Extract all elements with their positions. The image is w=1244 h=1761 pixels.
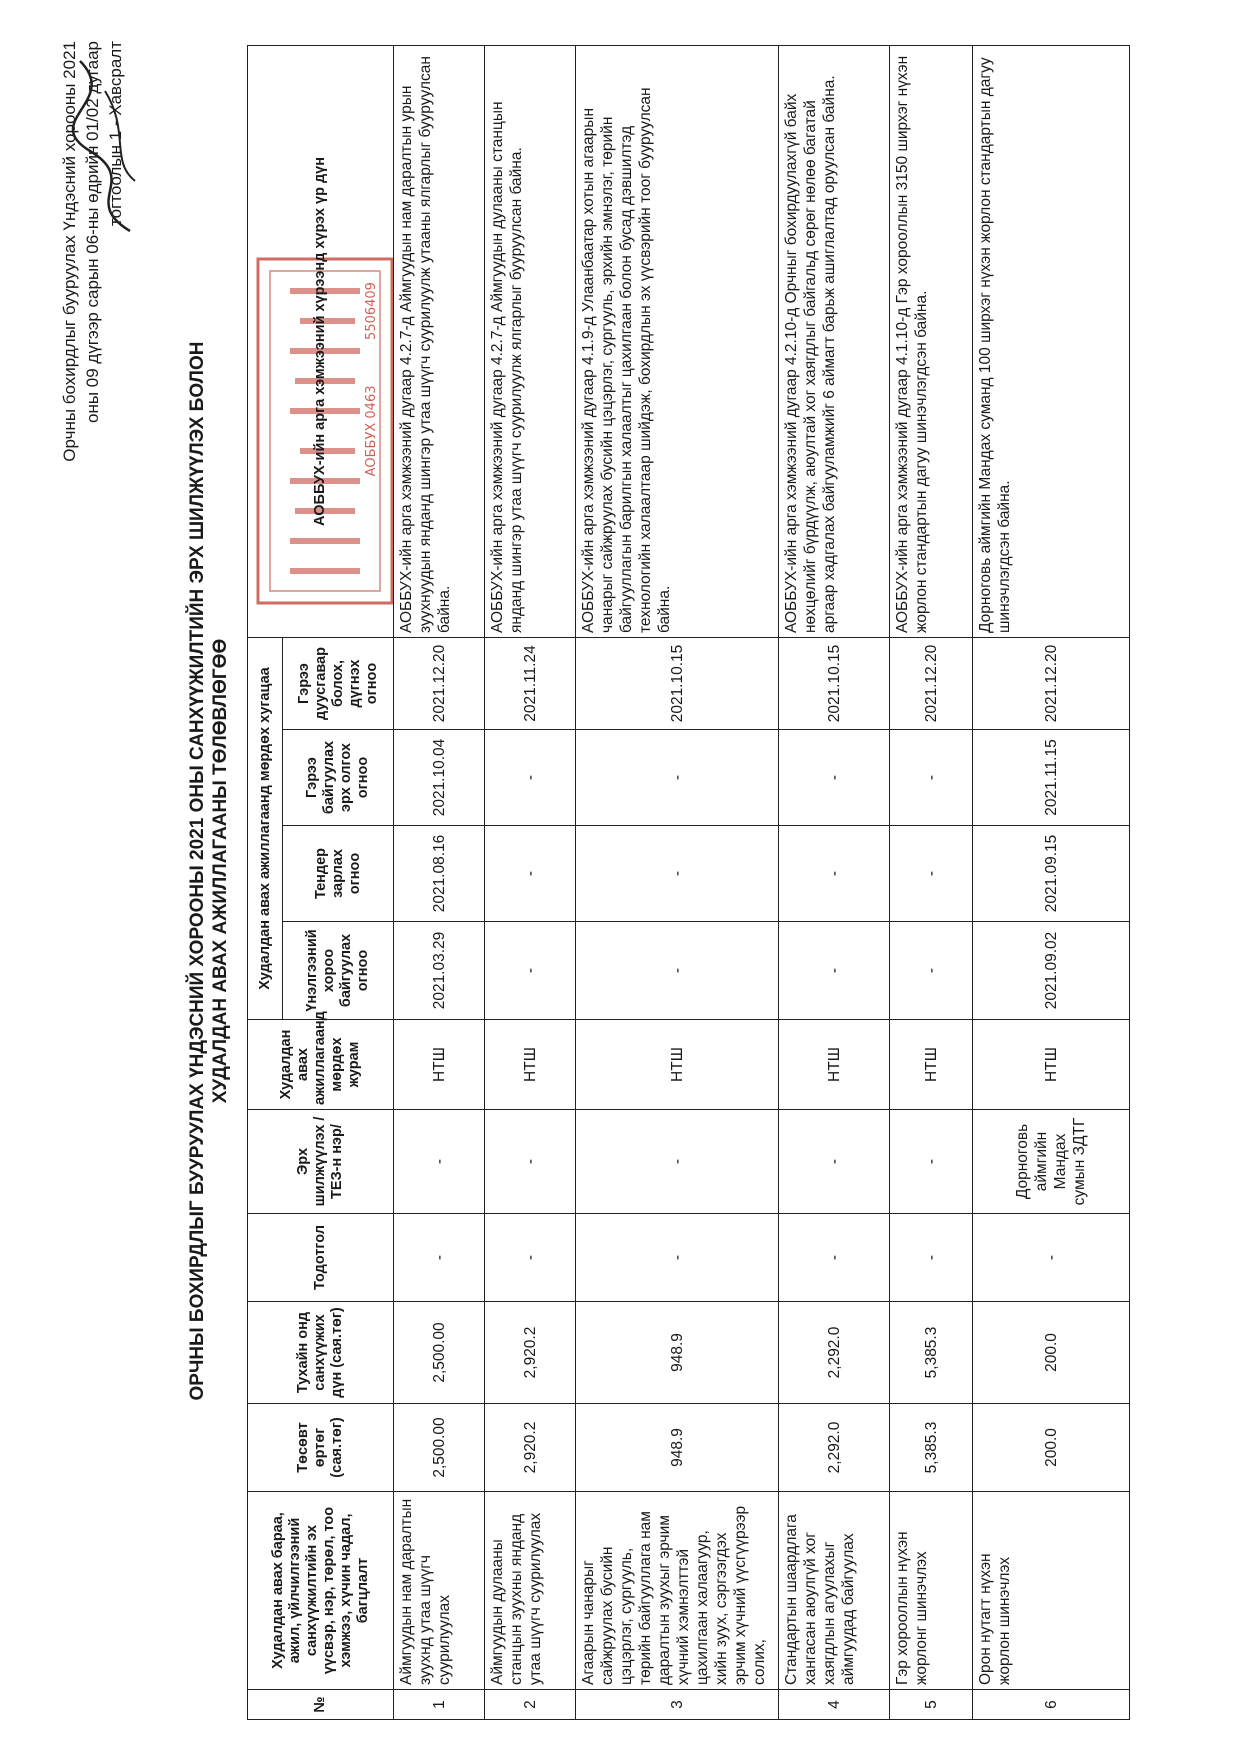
row-contract-right: 2021.10.04 [394,730,485,826]
row-committee: 2021.09.02 [973,922,1130,1020]
row-funding: 2,292.0 [779,1302,890,1404]
row-specification: - [394,1214,485,1302]
row-no: 6 [973,1690,1130,1720]
row-contract-right: - [485,730,576,826]
row-funding: 200.0 [973,1302,1130,1404]
row-funding: 5,385.3 [890,1302,973,1404]
row-item: Гэр хорооллын нүхэн жорлонг шинэчлэх [890,1492,973,1690]
row-committee: - [576,922,779,1020]
header-timeline-group: Худалдан авах ажиллагаанд мөрдөх хугацаа [248,638,283,1020]
approval-line-2: оны 09 дүгээр сарын 06-ны өдрийн 01/02 дугаар [83,41,102,424]
approval-line-3: тогтоолын 1 - Хавсралт [106,41,125,226]
row-budget: 2,292.0 [779,1404,890,1492]
row-contract-end: 2021.12.20 [890,638,973,730]
table-row [394,46,485,1720]
row-result: АОББУХ-ийн арга хэмжээний дугаар 4.2.7-д Аймгуудын дулааны станцын янданд шингэр утаа шүүгч суурилуулж ялгарлыг бууруулсан байна. [485,46,576,638]
row-budget: 5,385.3 [890,1404,973,1492]
row-funding: 948.9 [576,1302,779,1404]
row-budget: 200.0 [973,1404,1130,1492]
row-tender: - [779,826,890,922]
row-budget: 948.9 [576,1404,779,1492]
row-committee: 2021.03.29 [394,922,485,1020]
header-specification: Тодотгол [248,1214,394,1302]
row-tender: - [576,826,779,922]
row-item: Аймгуудын нам даралтын зуухнд утаа шүүгч суурилуулах [394,1492,485,1690]
row-committee: - [485,922,576,1020]
header-tender: Тендер зарлах огноо [283,826,394,922]
signature-mark [60,41,150,241]
row-procedure: НТШ [394,1020,485,1110]
header-funding: Тухайн онд санхүүжих дүн (сая.төг) [248,1302,394,1404]
row-specification: - [973,1214,1130,1302]
row-result: АОББУХ-ийн арга хэмжээний дугаар 4.1.10-д Гэр хорооллын 3150 ширхэг нүхэн жорлон стандартын дагуу шинэчлэгдсэн байна. [890,46,973,638]
header-procedure: Худалдан авах ажиллагаанд мөрдөх журам [248,1020,394,1110]
row-result: АОББУХ-ийн арга хэмжээний дугаар 4.2.7-д Аймгуудын нам даралтын урын зуухнуудын янданд шингэр утаа шүүгч суурилуулж утааны ялгарлыг бууруулсан байна. [394,46,485,638]
row-no: 5 [890,1690,973,1720]
table-row [576,46,779,1720]
header-budget: Төсөвт өртөг (сая.төг) [248,1404,394,1492]
header-no: № [248,1690,394,1720]
row-specification: - [576,1214,779,1302]
header-committee: Үнэлгээний хороо байгуулах огноо [283,922,394,1020]
row-contract-right: - [890,730,973,826]
table-row [485,46,576,1720]
header-recipient: Эрх шилжүүлэх / ТЕЗ-н нэр/ [248,1110,394,1214]
row-tender: 2021.09.15 [973,826,1130,922]
row-procedure: НТШ [485,1020,576,1110]
header-result: АОББУХ-ийн арга хэмжээний хүрээнд хүрэх үр дүн [248,46,394,638]
row-procedure: НТШ [779,1020,890,1110]
row-specification: - [779,1214,890,1302]
header-contract-right: Гэрээ байгуулах эрх олгох огноо [283,730,394,826]
row-item: Орон нутагт нүхэн жорлон шинэчлэх [973,1492,1130,1690]
row-contract-right: - [779,730,890,826]
row-tender: 2021.08.16 [394,826,485,922]
row-procedure: НТШ [973,1020,1130,1110]
row-contract-end: 2021.10.15 [576,638,779,730]
row-item: Аймгуудын дулааны станцын зуухны янданд утаа шүүгч суурилуулах [485,1492,576,1690]
document-title [186,201,232,1541]
row-funding: 2,920.2 [485,1302,576,1404]
row-item: Агаарын чанарыг сайжруулах бусийн цэцэрлэг, сургууль, төрийн байгууллага нам даралтын зуухыг эрчим хүчний хэмнэлттэй цахилгаан халаагуур, хийн зуух, сэргээгдэх эрчим хүчний үүсгүүрээр солих, [576,1492,779,1690]
row-result: АОББУХ-ийн арга хэмжээний дугаар 4.2.10-д Орчныг бохирдуулахгүй байх нөхцөлийг бүрдүүлж, аюултай хог хаягдлыг байгальд сөрөг нөлөө багатай аргаар хадгалах байгууламжийг 6 аймагт барьж ашиглалтад оруулсан байна. [779,46,890,638]
stamp-text: АОББУХ 0463 [364,385,379,477]
row-contract-right: - [576,730,779,826]
row-committee: - [779,922,890,1020]
procurement-plan-table [247,45,1130,1720]
row-recipient: - [779,1110,890,1214]
row-recipient: - [485,1110,576,1214]
row-recipient: - [394,1110,485,1214]
row-funding: 2,500.00 [394,1302,485,1404]
row-recipient: - [890,1110,973,1214]
table-row [973,46,1130,1720]
table-row [779,46,890,1720]
title-line-2: ХУДАЛДАН АВАХ АЖИЛЛАГААНЫ ТӨЛӨВЛӨГӨӨ [210,638,231,1104]
row-tender: - [485,826,576,922]
row-procedure: НТШ [890,1020,973,1110]
title-line-1: ОРЧНЫ БОХИРДЛЫГ БУУРУУЛАХ ҮНДЭСНИЙ ХОРООНЫ 2021 ОНЫ САНХҮҮЖИЛТИЙН ЭРХ ШИЛЖҮҮЛЭХ БОЛОН [187,341,208,1401]
row-contract-end: 2021.12.20 [973,638,1130,730]
approval-line-1: Орчны бохирдлыг бууруулах Үндэсний хорооны 2021 [60,41,79,462]
row-budget: 2,500.00 [394,1404,485,1492]
row-recipient: Дорноговь аймгийн Мандах сумын ЗДТГ [973,1110,1130,1214]
row-recipient: - [576,1110,779,1214]
row-specification: - [485,1214,576,1302]
row-result: АОББУХ-ийн арга хэмжээний дугаар 4.1.9-д Улаанбаатар хотын агаарын чанарыг сайжруулах бусийн цэцэрлэг, сургууль, эрхийн эмнэлэг, төрийн байгууллагын барилгын халаалтыг цахилгаан болон бусад дэвшилтэд технологийн халаалтаар шийдэж, бохирдлын эх үүсвэрийн тоог бууруулсан байна. [576,46,779,638]
header-item: Худалдан авах бараа, ажил, үйлчилгээний санхүүжилтийн эх үүсвэр, нэр, төрөл, тоо хэмжээ, хүчин чадал, багцлалт [248,1492,394,1690]
row-budget: 2,920.2 [485,1404,576,1492]
row-procedure: НТШ [576,1020,779,1110]
table-row [890,46,973,1720]
row-tender: - [890,826,973,922]
row-contract-right: 2021.11.15 [973,730,1130,826]
row-item: Стандартын шаардлага хангасан аюулгүй хог хаягдлын агуулахыг аймгуудад байгуулах [779,1492,890,1690]
header-contract-end: Гэрээ дуусгавар болох, дүгнэх огноо [283,638,394,730]
row-committee: - [890,922,973,1020]
row-contract-end: 2021.11.24 [485,638,576,730]
row-contract-end: 2021.10.15 [779,638,890,730]
row-no: 3 [576,1690,779,1720]
row-no: 2 [485,1690,576,1720]
row-no: 4 [779,1690,890,1720]
row-result: Дорноговь аймгийн Мандах суманд 100 ширхэг нүхэн жорлон стандартын дагуу шинэчлэгдсэн байна. [973,46,1130,638]
row-no: 1 [394,1690,485,1720]
stamp-number: 5506409 [364,282,379,340]
row-contract-end: 2021.12.20 [394,638,485,730]
row-specification: - [890,1214,973,1302]
